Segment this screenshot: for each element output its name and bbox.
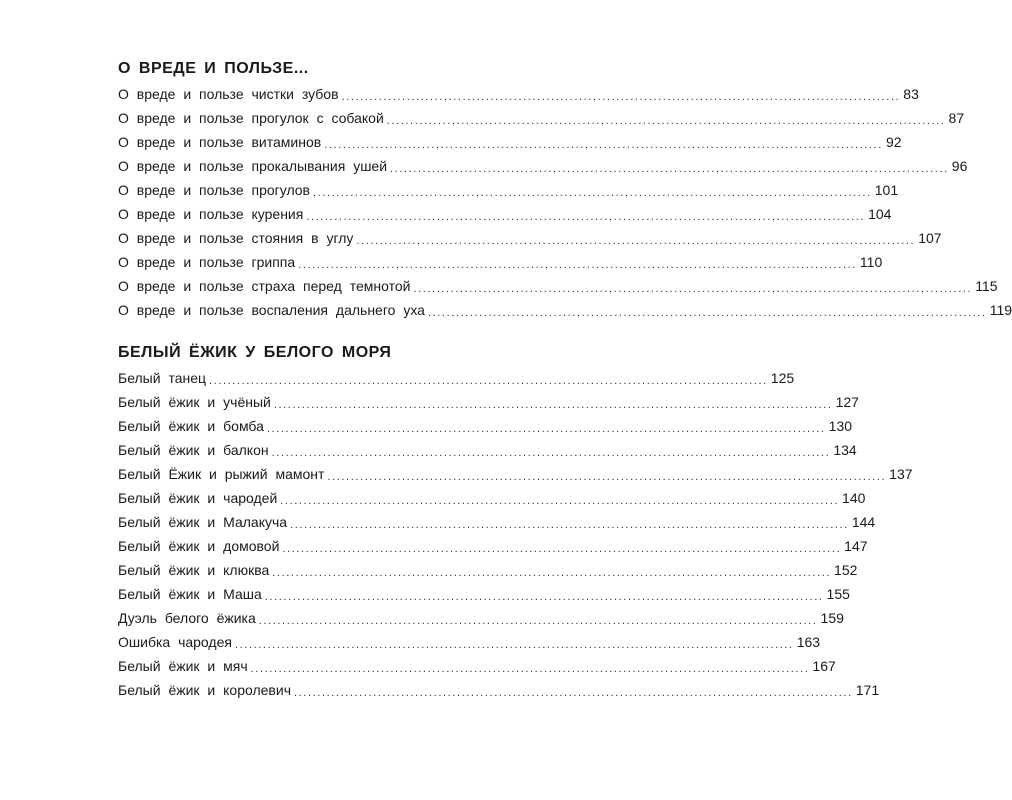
toc-entry[interactable] [118,560,858,580]
dot-leader: ........................................................................................................................ [209,375,768,387]
entry-title: О вреде и пользе прокалывания ушей [118,158,388,174]
toc-entry[interactable] [118,132,902,152]
toc-entry[interactable] [118,656,836,676]
dot-leader: ........................................................................................................................ [341,91,901,103]
dot-leader: ........................................................................................................................ [313,187,872,199]
entry-title: Ошибка чародея [118,634,232,650]
entry-page-number: 92 [885,134,902,150]
toc-entry[interactable] [118,584,850,604]
entry-page-number: 140 [842,490,866,506]
dot-leader: ........................................................................................................................ [390,163,949,175]
toc-entry[interactable] [118,536,868,556]
entry-page-number: 137 [889,466,913,482]
toc-entry[interactable] [118,204,892,224]
entry-title: Белый ёжик и учёный [118,394,271,410]
toc-entry[interactable] [118,108,965,128]
entry-title: Белый ёжик и мяч [118,658,248,674]
entry-title: О вреде и пользе чистки зубов [118,86,339,102]
toc-entry[interactable] [118,228,942,248]
entry-title: О вреде и пользе гриппа [118,254,296,270]
entry-title: О вреде и пользе прогулок с собакой [118,110,384,126]
entry-title: О вреде и пользе стояния в углу [118,230,354,246]
entry-title: Белый ёжик и Маша [118,586,262,602]
entry-title: Белый Ёжик и рыжий мамонт [118,466,325,482]
toc-entry[interactable] [118,512,876,532]
entry-title: Белый ёжик и клюква [118,562,270,578]
dot-leader: ........................................................................................................................ [324,139,883,151]
dot-leader: ........................................................................................................................ [290,519,849,531]
entry-page-number: 101 [874,182,899,198]
dot-leader: ........................................................................................................................ [427,307,987,319]
dot-leader: ........................................................................................................................ [272,567,832,579]
entry-page-number: 147 [844,538,868,554]
entry-title: О вреде и пользе курения [118,206,304,222]
dot-leader: ........................................................................................................................ [264,591,824,603]
dot-leader: ........................................................................................................................ [273,399,833,411]
entry-title: О вреде и пользе прогулов [118,182,310,198]
toc-entry[interactable] [118,84,919,104]
entry-page-number: 155 [826,586,850,602]
toc-entry[interactable] [118,368,795,388]
toc-entry[interactable] [118,392,859,412]
dot-leader: ........................................................................................................................ [282,543,842,555]
toc-entry[interactable] [118,464,913,484]
dot-leader: ........................................................................................................................ [234,639,794,651]
entry-page-number: 107 [918,230,942,246]
entry-page-number: 115 [975,278,998,294]
toc-entry[interactable] [118,488,866,508]
entry-title: Белый ёжик и чародей [118,490,278,506]
toc-entry[interactable] [118,440,857,460]
toc-entry[interactable] [118,632,821,652]
toc-entry[interactable] [118,252,883,272]
entry-page-number: 127 [835,394,859,410]
entry-title: Белый танец [118,370,207,386]
dot-leader: ........................................................................................................................ [294,687,853,699]
entry-page-number: 130 [828,418,853,434]
entry-page-number: 96 [951,158,968,174]
entry-title: Белый ёжик и домовой [118,538,280,554]
entry-title: Белый ёжик и балкон [118,442,269,458]
dot-leader: ........................................................................................................................ [280,495,840,507]
entry-page-number: 83 [903,86,919,102]
dot-leader: ........................................................................................................................ [356,235,916,247]
toc-entry[interactable] [118,416,853,436]
entry-title: О вреде и пользе витаминов [118,134,322,150]
entry-page-number: 144 [851,514,876,530]
dot-leader: ........................................................................................................................ [298,259,857,271]
dot-leader: ........................................................................................................................ [386,115,946,127]
dot-leader: ........................................................................................................................ [258,615,818,627]
section-heading-vrede-i-polze: О ВРЕДЕ И ПОЛЬЗЕ... [118,60,309,77]
toc-entry[interactable] [118,156,968,176]
entry-title: Белый ёжик и Малакуча [118,514,288,530]
toc-entry[interactable] [118,300,1012,320]
entry-title: Дуэль белого ёжика [118,610,256,626]
section-heading-belyy-yozhik: БЕЛЫЙ ЁЖИК У БЕЛОГО МОРЯ [118,344,392,361]
entry-page-number: 171 [855,682,880,698]
entry-title: О вреде и пользе воспаления дальнего уха [118,302,425,318]
toc-entry[interactable] [118,680,880,700]
dot-leader: ........................................................................................................................ [266,423,826,435]
toc-entry[interactable] [118,276,998,296]
dot-leader: ........................................................................................................................ [327,471,887,483]
dot-leader: ........................................................................................................................ [413,283,973,295]
toc-entry[interactable] [118,180,899,200]
dot-leader: ........................................................................................................................ [306,211,866,223]
entry-title: Белый ёжик и бомба [118,418,264,434]
dot-leader: ........................................................................................................................ [250,663,810,675]
entry-page-number: 104 [868,206,892,222]
entry-page-number: 159 [820,610,844,626]
entry-title: О вреде и пользе страха перед темнотой [118,278,411,294]
entry-page-number: 119 [989,302,1012,318]
entry-page-number: 125 [770,370,795,386]
toc-entry[interactable] [118,608,844,628]
entry-title: Белый ёжик и королевич [118,682,291,698]
entry-page-number: 167 [812,658,836,674]
entry-page-number: 163 [796,634,821,650]
entry-page-number: 152 [834,562,858,578]
entry-page-number: 110 [859,254,883,270]
dot-leader: ........................................................................................................................ [271,447,831,459]
entry-page-number: 87 [948,110,965,126]
entry-page-number: 134 [833,442,857,458]
